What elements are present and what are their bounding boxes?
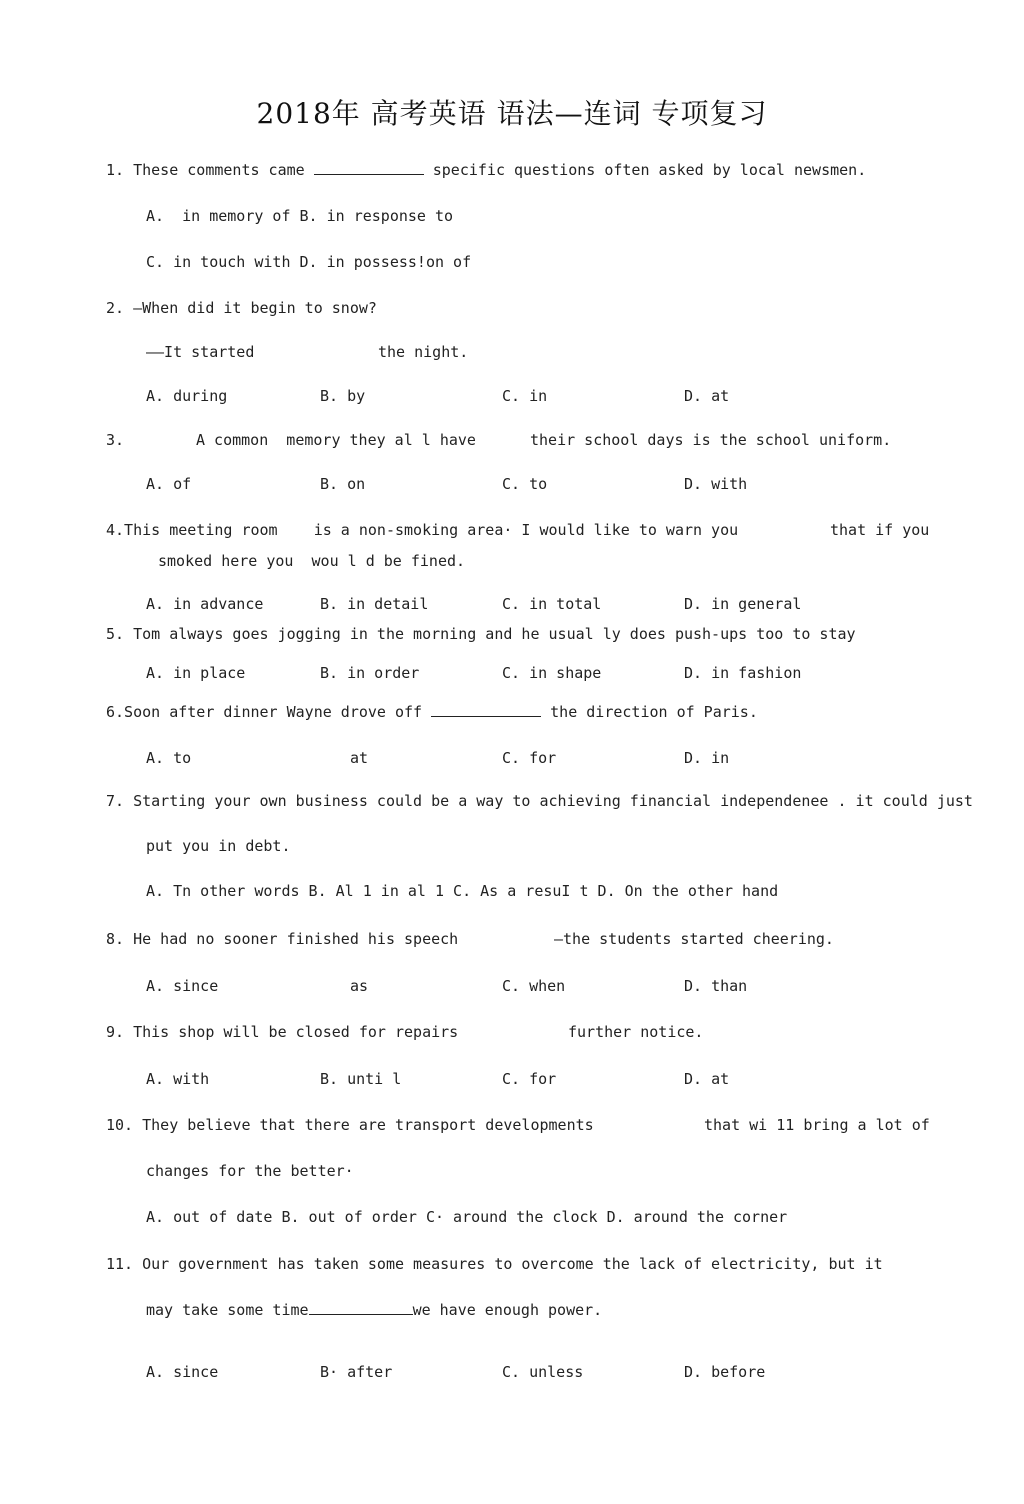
question-11-stem: 11. Our government has taken some measures to overcome the lack of electricity, but it <box>106 1255 883 1273</box>
question-10-stem-start: 10. They believe that there are transport developments <box>106 1116 594 1134</box>
question-7-stem-continued: put you in debt. <box>146 837 291 855</box>
question-8-option-d: D. than <box>684 977 748 995</box>
answer-blank <box>431 704 541 717</box>
question-11-stem-start: may take some time <box>146 1301 309 1319</box>
question-8-option-b: as <box>350 977 369 995</box>
question-8-stem-end: —the students started cheering. <box>554 930 834 948</box>
question-2-option-a: A. during <box>146 387 228 405</box>
question-6-option-c: C. for <box>502 749 557 767</box>
question-9-stem-end: further notice. <box>568 1023 704 1041</box>
question-10-stem-end: that wi 11 bring a lot of <box>704 1116 930 1134</box>
question-6-option-a: A. to <box>146 749 192 767</box>
question-5-option-b: B. in order <box>320 664 420 682</box>
question-6-stem <box>106 702 758 722</box>
question-4-stem-end: that if you <box>830 521 930 539</box>
question-9-option-a: A. with <box>146 1070 210 1088</box>
question-1-options-ab: A. in memory of B. in response to <box>146 207 454 225</box>
question-2-reply-end: the night. <box>378 343 469 361</box>
question-8-option-c: C. when <box>502 977 566 995</box>
question-4-stem-start: 4.This meeting room is a non-smoking area· I would like to warn you <box>106 521 739 539</box>
question-4-stem-continued: smoked here you wou l d be fined. <box>158 552 466 570</box>
question-3-option-b: B. on <box>320 475 366 493</box>
question-3-stem-end: their school days is the school uniform. <box>530 431 892 449</box>
question-2-option-c: C. in <box>502 387 548 405</box>
question-2-option-d: D. at <box>684 387 730 405</box>
question-6-stem-end: the direction of Paris. <box>541 703 758 721</box>
page-title: 2018年 高考英语 语法—连词 专项复习 <box>256 97 768 130</box>
question-11-stem-end: we have enough power. <box>412 1301 603 1319</box>
answer-blank <box>314 162 424 175</box>
question-1-stem <box>106 160 866 180</box>
question-11-option-c: C. unless <box>502 1363 584 1381</box>
question-4-option-d: D. in general <box>684 595 802 613</box>
question-9-option-d: D. at <box>684 1070 730 1088</box>
question-3-option-c: C. to <box>502 475 548 493</box>
question-5-option-d: D. in fashion <box>684 664 802 682</box>
question-2-reply: ——It started <box>146 343 255 361</box>
question-4-option-c: C. in total <box>502 595 602 613</box>
answer-blank <box>309 1302 413 1315</box>
question-9-option-b: B. unti l <box>320 1070 402 1088</box>
question-11-stem-continued <box>146 1300 602 1320</box>
question-6-stem-start: 6.Soon after dinner Wayne drove off <box>106 703 432 721</box>
question-8-stem-start: 8. He had no sooner finished his speech <box>106 930 459 948</box>
question-7-stem: 7. Starting your own business could be a way to achieving financial independenee . it could just <box>106 792 973 810</box>
question-10-stem-continued: changes for the better· <box>146 1162 354 1180</box>
question-11-option-d: D. before <box>684 1363 766 1381</box>
question-1-options-cd: C. in touch with D. in possess!on of <box>146 253 472 271</box>
question-3-option-a: A. of <box>146 475 192 493</box>
question-2-option-b: B. by <box>320 387 366 405</box>
question-10-options: A. out of date B. out of order C· around the clock D. around the corner <box>146 1208 788 1226</box>
question-4-option-a: A. in advance <box>146 595 264 613</box>
question-5-stem: 5. Tom always goes jogging in the morning and he usual ly does push-ups too to stay <box>106 625 856 643</box>
question-5-option-c: C. in shape <box>502 664 602 682</box>
question-6-option-d: D. in <box>684 749 730 767</box>
question-9-option-c: C. for <box>502 1070 557 1088</box>
question-1-stem-end: specific questions often asked by local newsmen. <box>423 161 867 179</box>
question-3-stem-start: A common memory they al l have <box>196 431 476 449</box>
question-11-option-b: B· after <box>320 1363 393 1381</box>
question-11-option-a: A. since <box>146 1363 219 1381</box>
question-8-option-a: A. since <box>146 977 219 995</box>
question-6-option-b: at <box>350 749 369 767</box>
question-1-stem-start: 1. These comments came <box>106 161 314 179</box>
question-5-option-a: A. in place <box>146 664 246 682</box>
question-3-option-d: D. with <box>684 475 748 493</box>
question-9-stem-start: 9. This shop will be closed for repairs <box>106 1023 459 1041</box>
question-2-stem: 2. —When did it begin to snow? <box>106 299 377 317</box>
question-7-options: A. Tn other words B. Al 1 in al 1 C. As a resuI t D. On the other hand <box>146 882 779 900</box>
question-3-number: 3. <box>106 431 125 449</box>
question-4-option-b: B. in detail <box>320 595 429 613</box>
